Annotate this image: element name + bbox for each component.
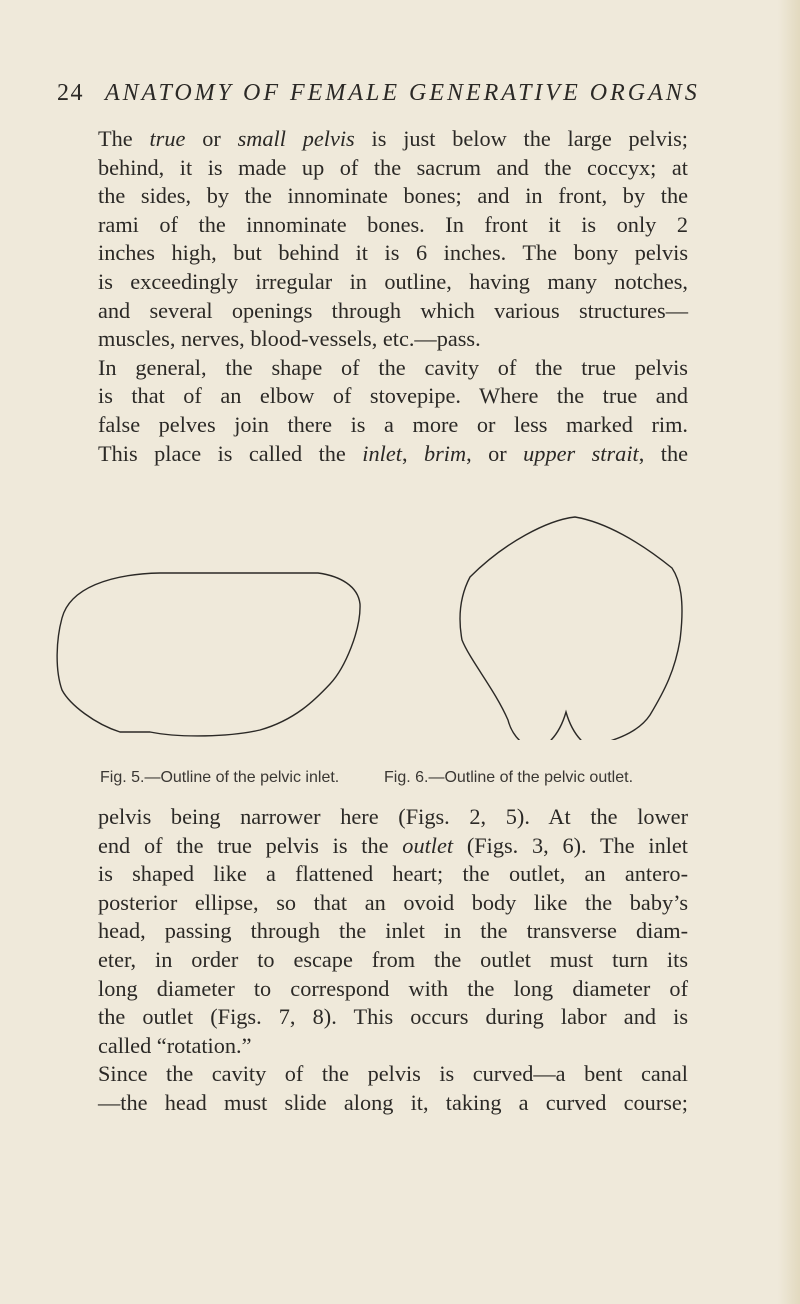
text-run: , the: [638, 440, 688, 466]
text-run: rami of the innominate bones. In front it is only 2: [98, 211, 688, 237]
text-run: is exceedingly irregular in outline, having many notches,: [98, 268, 688, 294]
text-run: eter, in order to escape from the outlet must turn its: [98, 946, 688, 972]
text-run: In general, the shape of the cavity of the true pelvis: [98, 354, 688, 380]
emphasis-term: small pelvis: [237, 126, 355, 151]
emphasis-term: outlet: [402, 832, 454, 858]
text-line: [98, 411, 688, 440]
emphasis-term: upper strait: [523, 440, 639, 466]
text-line: [98, 382, 688, 411]
text-line: [98, 1003, 688, 1032]
text-run: and several openings through which various structures—: [98, 297, 688, 323]
text-run: called “rotation.”: [98, 1032, 252, 1058]
figures-svg: [0, 500, 800, 740]
text-line: [98, 917, 688, 946]
body-text-bottom: [98, 803, 688, 1118]
page-number: 24: [57, 80, 84, 106]
text-run: , or: [466, 440, 524, 466]
text-line: [98, 325, 688, 354]
text-line: [98, 125, 688, 154]
text-line: [98, 975, 688, 1004]
text-run: —the head must slide along it, taking a curved course;: [98, 1089, 688, 1115]
text-run: is shaped like a flattened heart; the outlet, an antero-: [98, 861, 688, 887]
text-run: (Figs. 3, 6). The inlet: [453, 832, 689, 858]
fig5-inlet-outline: [57, 573, 360, 736]
text-line: [98, 889, 688, 918]
fig6-outlet-outline: [460, 517, 682, 740]
text-run: Since the cavity of the pelvis is curved—a bent canal: [98, 1061, 688, 1087]
text-run: the outlet (Figs. 7, 8). This occurs during labor and is: [98, 1004, 688, 1030]
text-run: is that of an elbow of stovepipe. Where the true and: [98, 383, 688, 409]
emphasis-term: true: [149, 126, 186, 151]
text-run: The: [98, 126, 150, 151]
running-title: ANATOMY OF FEMALE GENERATIVE ORGANS: [105, 80, 700, 106]
text-run: false pelves join there is a more or less marked rim.: [98, 411, 688, 437]
text-line: [98, 832, 688, 861]
text-line: [98, 182, 688, 211]
body-text-top: [98, 125, 688, 468]
emphasis-term: inlet: [362, 440, 402, 466]
text-line: [98, 154, 688, 183]
text-run: is just below the large pelvis;: [354, 126, 688, 151]
text-line: [98, 268, 688, 297]
text-run: inches high, but behind it is 6 inches. The bony pelvis: [98, 240, 688, 266]
fig6-caption: Fig. 6.—Outline of the pelvic outlet.: [384, 769, 634, 786]
text-line: [98, 803, 688, 832]
text-line: [98, 860, 688, 889]
text-run: pelvis being narrower here (Figs. 2, 5). At the lower: [98, 804, 688, 829]
emphasis-term: brim: [423, 440, 467, 466]
text-line: [98, 946, 688, 975]
text-line: [98, 354, 688, 383]
text-line: [98, 211, 688, 240]
text-run: This place is called the: [98, 440, 363, 466]
text-line: [98, 1089, 688, 1118]
text-line: [98, 1032, 688, 1061]
text-line: [98, 239, 688, 268]
text-run: head, passing through the inlet in the transverse diam-: [98, 918, 688, 944]
text-line: [98, 297, 688, 326]
text-run: behind, it is made up of the sacrum and the coccyx; at: [98, 154, 688, 180]
fig5-caption: Fig. 5.—Outline of the pelvic inlet.: [100, 769, 340, 786]
figures-row: [0, 500, 800, 740]
text-line: [98, 440, 688, 469]
text-run: long diameter to correspond with the long diameter of: [98, 975, 688, 1001]
text-line: [98, 1060, 688, 1089]
text-run: end of the true pelvis is the: [98, 832, 403, 858]
running-header: [57, 80, 757, 120]
text-run: muscles, nerves, blood-vessels, etc.—pass.: [98, 326, 481, 352]
text-run: ,: [401, 440, 424, 466]
text-run: or: [185, 126, 238, 151]
text-run: posterior ellipse, so that an ovoid body like the baby’s: [98, 889, 688, 915]
text-run: the sides, by the innominate bones; and in front, by the: [98, 183, 688, 209]
